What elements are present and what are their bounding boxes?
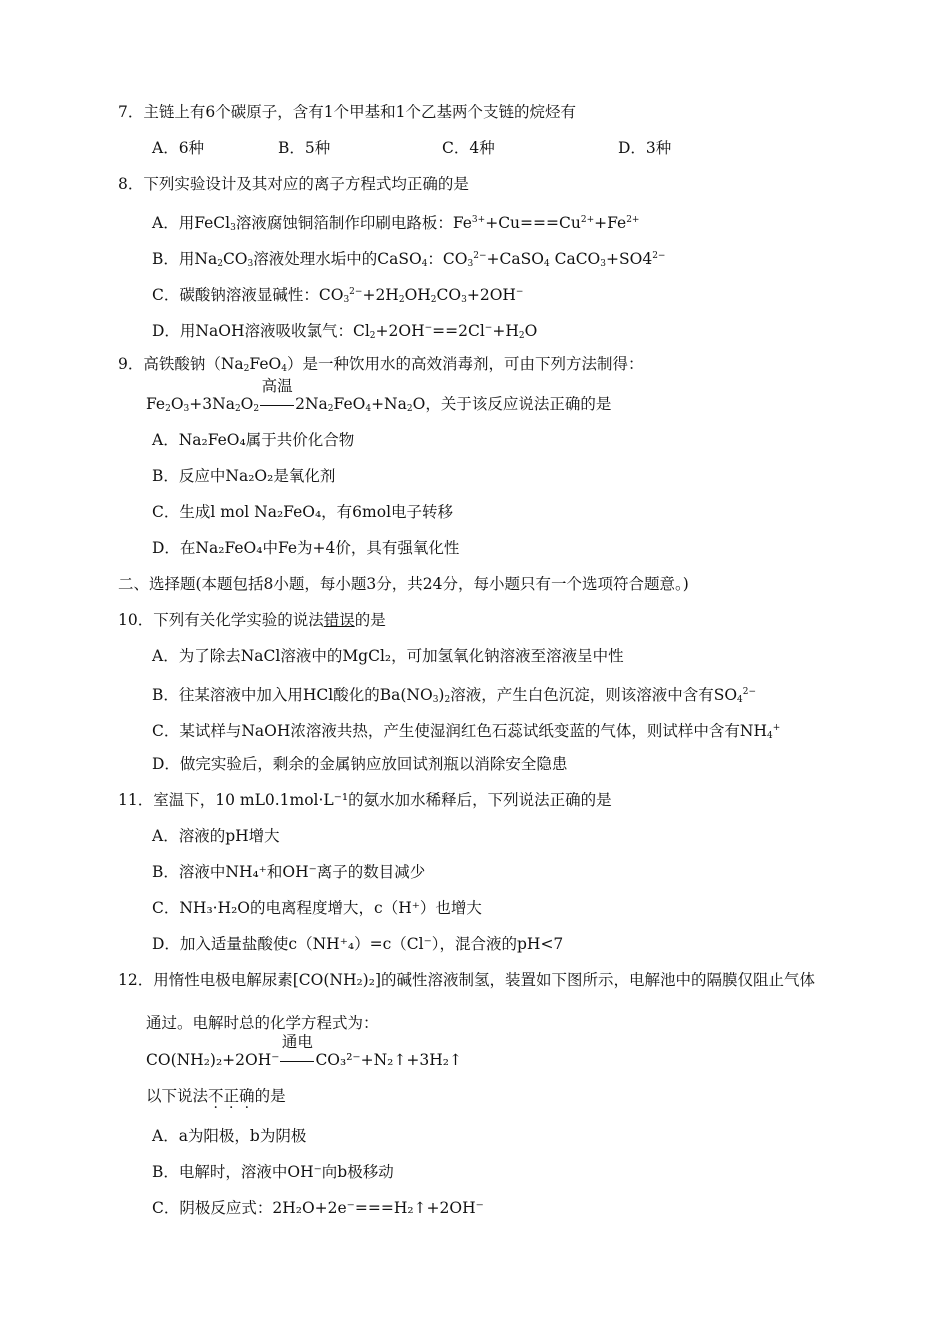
- q9-option-a: A．Na₂FeO₄属于共价化合物: [152, 431, 355, 449]
- q8-option-b: B．用$Na_2CO_3$溶液处理水垢中的CaSO$_4$：$CO_3^{2-}+CaSO_4$ $CaCO_3+SO4^{2-}$: [152, 250, 666, 269]
- q7-stem: 7．主链上有6个碳原子，含有1个甲基和1个乙基两个支链的烷烃有: [118, 103, 576, 121]
- q8-option-c: C．碳酸钠溶液显碱性：$CO_3^{2-}+2H_2OH_2CO_3+2OH^-$: [152, 286, 524, 305]
- q10-option-a: A．为了除去NaCl溶液中的MgCl₂，可加氢氧化钠溶液至溶液呈中性: [152, 647, 624, 665]
- q12-stem-line1: 12．用惰性电极电解尿素[CO(NH₂)₂]的碱性溶液制氢，装置如下图所示，电解池中的隔膜仅阻止气体: [118, 971, 815, 989]
- q12-option-b: B．电解时，溶液中OH⁻向b极移动: [152, 1163, 394, 1181]
- q11-option-b: B．溶液中NH₄⁺和OH⁻离子的数目减少: [152, 863, 426, 881]
- q8-option-d: D．用NaOH溶液吸收氯气：$Cl_2+2OH^-==2Cl^-+H_2O$: [152, 322, 538, 341]
- q8-option-a: A．用FeCl$_3$溶液腐蚀铜箔制作印刷电路板：$Fe^{3+}+Cu===Cu^{2+}+Fe^{2+}$: [152, 214, 640, 233]
- q8-stem: 8．下列实验设计及其对应的离子方程式均正确的是: [118, 175, 469, 193]
- q12-intro: 以下说法不正确的是: [146, 1087, 286, 1105]
- q12-stem-line2: 通过。电解时总的化学方程式为：: [146, 1014, 379, 1032]
- q9-option-d: D．在Na₂FeO₄中Fe为+4价，具有强氧化性: [152, 539, 460, 557]
- electrolysis-condition: 通电: [280, 1049, 314, 1071]
- q11-stem: 11．室温下，10 mL0.1mol·L⁻¹的氨水加水稀释后，下列说法正确的是: [118, 791, 612, 809]
- q9-stem: 9．高铁酸钠$(Na_2FeO_4)$是一种饮用水的高效消毒剂，可由下列方法制得：: [118, 355, 644, 374]
- q10-option-b: B．往某溶液中加入用HCl酸化的$Ba(NO_3)_2$溶液，产生白色沉淀，则该溶液中含有$SO_4^{2-}$: [152, 686, 757, 705]
- q12-option-c: C．阴极反应式：2H₂O+2e⁻===H₂↑+2OH⁻: [152, 1199, 484, 1217]
- q9-option-c: C．生成l mol Na₂FeO₄，有6mol电子转移: [152, 503, 454, 521]
- q12-option-a: A．a为阳极，b为阴极: [152, 1127, 307, 1145]
- q7-option-a: A．6种: [152, 139, 205, 157]
- q7-option-d: D．3种: [618, 139, 672, 157]
- q10-stem: 10．下列有关化学实验的说法错误的是: [118, 611, 386, 629]
- q7-option-c: C．4种: [442, 139, 495, 157]
- q7-option-b: B．5种: [278, 139, 331, 157]
- q11-option-a: A．溶液的pH增大: [152, 827, 280, 845]
- reaction-condition: 高温: [260, 393, 294, 415]
- q11-option-d: D．加入适量盐酸使c（NH⁺₄）=c（Cl⁻），混合液的pH<7: [152, 935, 564, 953]
- q10-option-d: D．做完实验后，剩余的金属钠应放回试剂瓶以消除安全隐患: [152, 755, 568, 773]
- q9-option-b: B．反应中Na₂O₂是氧化剂: [152, 467, 336, 485]
- q11-option-c: C．NH₃·H₂O的电离程度增大，c（H⁺）也增大: [152, 899, 482, 917]
- section-heading: 二、选择题(本题包括8小题，每小题3分，共24分，每小题只有一个选项符合题意。): [118, 575, 689, 593]
- q9-equation: $Fe_2O_3+3Na_2O_2$ 高温 $2Na_2FeO_4+Na_2O$，关于该反应说法正确的是: [146, 377, 612, 414]
- q10-option-c: C．某试样与NaOH浓溶液共热，产生使湿润红色石蕊试纸变蓝的气体，则试样中含有$NH_4^+$: [152, 722, 781, 741]
- q12-equation: CO(NH₂)₂+2OH⁻ 通电 CO₃²⁻+N₂↑+3H₂↑: [146, 1033, 462, 1069]
